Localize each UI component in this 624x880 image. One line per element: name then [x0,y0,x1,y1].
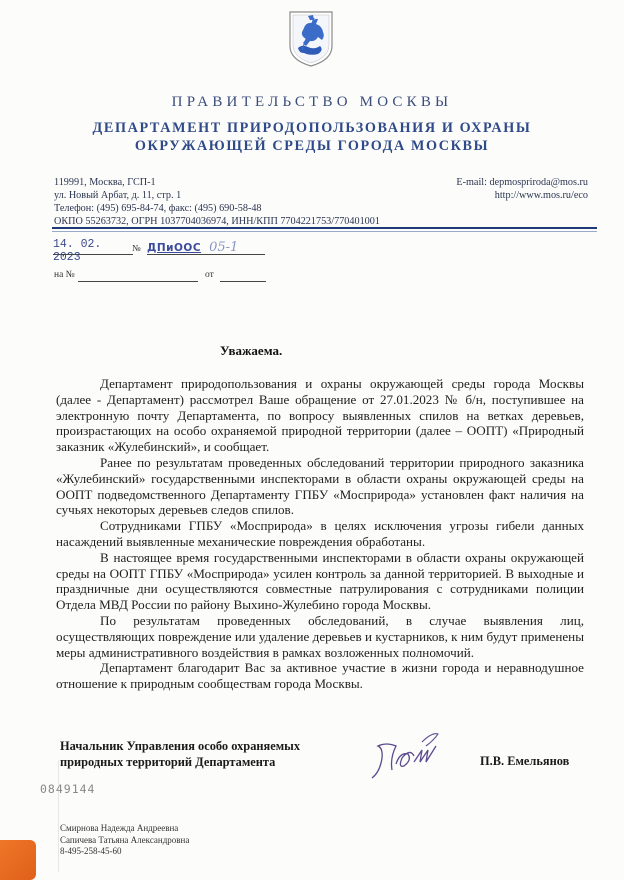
signatory-title-line2: природных территорий Департамента [60,755,276,769]
number-stamp-code: ДПиООС [147,242,202,254]
moscow-coat-of-arms-icon [288,10,334,68]
handwritten-signature-icon [366,728,456,783]
outgoing-date [53,238,133,264]
phone-fax-line: Телефон: (495) 695-84-74, факс: (495) 690-58-48 [54,203,262,214]
header-divider-thin [52,231,597,232]
department-title-line1: ДЕПАРТАМЕНТ ПРИРОДОПОЛЬЗОВАНИЯ И ОХРАНЫ [92,120,532,136]
header-divider [52,227,597,229]
executor-name: Сапичева Татьяна Александровна [60,834,190,845]
reference-from-label: от [205,270,214,280]
address-line: 119991, Москва, ГСП-1 [54,177,156,188]
registry-codes-line: ОКПО 55263732, ОГРН 1037704036974, ИНН/КПП 7704221753/770401001 [54,216,380,227]
email-link[interactable]: E-mail: depmospriroda@mos.ru [456,177,588,188]
government-title: ПРАВИТЕЛЬСТВО МОСКВЫ [171,94,453,110]
registration-number: 0849144 [40,782,96,796]
number-handwritten: 05-1 [209,240,239,255]
paragraph: Департамент природопользования и охраны окружающей среды города Москвы (далее - Департамент) рассмотрел Ваше обращение от 27.01.2023 № б/н, поступившее на электронную почту Департамента, по вопросу выявленных спилов на ветках деревьев, произрастающих на особо охраняемой природной территории (далее – ООПТ) «Природный заказник «Жулебинский», и сообщает. [56,376,584,455]
number-label: № [132,243,141,253]
reference-blank [78,281,198,282]
reference-date-blank [220,281,266,282]
signatory-title-line1: Начальник Управления особо охраняемых [60,739,301,753]
paragraph: В настоящее время государственными инспекторами в области охраны окружающей среды на ООПТ ГПБУ «Мосприрода» усилен контроль за данной территорией. В выходные и праздничные дни осуществляются совместные патрулирования с сотрудниками полиции Отдела МВД России по району Выхино-Жулебино города Москвы. [56,549,584,613]
address-line: ул. Новый Арбат, д. 11, стр. 1 [54,190,182,201]
executor-name: Смирнова Надежда Андреевна [60,823,179,833]
signatory-name: П.В. Емельянов [480,754,570,768]
signatory-title [60,738,300,770]
executors-block [60,823,189,858]
executor-phone: 8-495-258-45-60 [60,846,122,856]
greeting: Уважаема. [220,343,283,358]
department-title-line2: ОКРУЖАЮЩЕЙ СРЕДЫ ГОРОДА МОСКВЫ [134,138,490,154]
paragraph: Департамент благодарит Вас за активное участие в жизни города и неравнодушное отношение к природным сообществам города Москвы. [56,660,584,692]
paragraph: Сотрудниками ГПБУ «Мосприрода» в целях исключения угрозы гибели данных насаждений выявленные механические повреждения обработаны. [56,518,584,549]
paragraph: По результатам проведенных обследований, в случае выявления лиц, осуществляющих повреждение или удаление деревьев и кустарников, к ним будут применены меры административного воздействия в рамках возложенных полномочий. [56,612,584,660]
website-link[interactable]: http://www.mos.ru/eco [494,190,588,201]
letter-body [56,376,584,692]
outgoing-number [147,238,265,255]
paragraph: Ранее по результатам проведенных обследований территории природного заказника «Жулебинский» государственными инспекторами в области охраны окружающей среды на ООПТ подведомственного Департаменту ГПБУ «Мосприрода» установлен факт наличия на сучьях некоторых деревьев следов спилов. [56,454,584,518]
scan-margin-line [58,760,59,872]
orange-corner-tab[interactable] [0,840,36,880]
reference-label: на № [54,270,75,280]
date-value: 14. 02. 2023 [53,238,102,264]
